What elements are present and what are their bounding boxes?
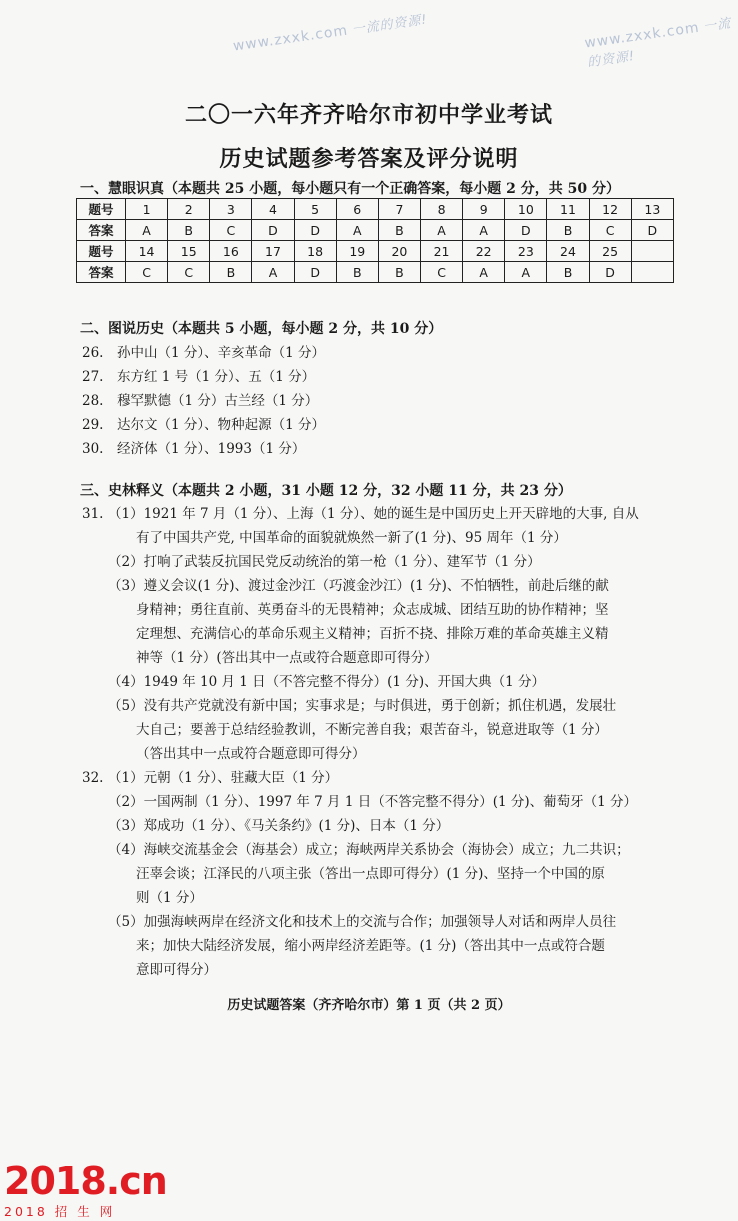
row-label-question: 题号: [77, 241, 126, 262]
question-number: 14: [126, 241, 168, 262]
answer-cell: B: [168, 220, 210, 241]
answer-cell: B: [378, 220, 420, 241]
answer-cell: D: [294, 262, 336, 283]
q31-line: （答出其中一点或符合题意即可得分）: [136, 746, 366, 762]
answer-cell: C: [168, 262, 210, 283]
answer-line-27: 27. 东方红 1 号（1 分）、五（1 分）: [82, 369, 316, 385]
answer-cell: D: [252, 220, 294, 241]
answer-cell: B: [210, 262, 252, 283]
q31-line: （2）打响了武装反抗国民党反动统治的第一枪（1 分）、建军节（1 分）: [108, 554, 541, 570]
question-32-number: 32.: [82, 770, 104, 786]
row-label-answer: 答案: [77, 262, 126, 283]
q31-line: （4）1949 年 10 月 1 日（不答完整不得分）(1 分)、开国大典（1 分）: [108, 674, 545, 690]
watermark-left: [232, 8, 429, 54]
question-number: 19: [336, 241, 378, 262]
answer-line-30: 30. 经济体（1 分）、1993（1 分）: [82, 441, 306, 457]
q31-line: 定理想、充满信心的革命乐观主义精神；百折不挠、排除万难的革命英雄主义精: [136, 626, 609, 642]
answer-cell: D: [294, 220, 336, 241]
q31-line: 身精神；勇往直前、英勇奋斗的无畏精神；众志成城、团结互助的协作精神；坚: [136, 602, 609, 618]
answer-cell: B: [547, 220, 589, 241]
question-number: 2: [168, 199, 210, 220]
answer-cell: C: [420, 262, 462, 283]
question-number: [631, 241, 673, 262]
question-number: 9: [463, 199, 505, 220]
answer-line-26: 26. 孙中山（1 分）、辛亥革命（1 分）: [82, 345, 325, 361]
question-number: 22: [463, 241, 505, 262]
question-number: 11: [547, 199, 589, 220]
watermark-site: www.zxxk.com: [583, 19, 701, 52]
row-label-question: 题号: [77, 199, 126, 220]
answer-cell: B: [378, 262, 420, 283]
table-row: [77, 241, 674, 262]
answer-cell: A: [463, 220, 505, 241]
answer-cell: C: [589, 220, 631, 241]
site-logo: [4, 1159, 167, 1220]
q32-line: 来；加快大陆经济发展，缩小两岸经济差距等。(1 分)（答出其中一点或符合题: [136, 938, 605, 954]
answer-cell: A: [505, 262, 547, 283]
logo-main-text: 2018.cn: [4, 1159, 167, 1203]
q31-line: 有了中国共产党, 中国革命的面貌就焕然一新了(1 分)、95 周年（1 分）: [136, 530, 567, 546]
question-number: 10: [505, 199, 547, 220]
answer-cell: C: [210, 220, 252, 241]
document-subtitle: 历史试题参考答案及评分说明: [219, 146, 519, 172]
question-number: 5: [294, 199, 336, 220]
answer-cell: D: [631, 220, 673, 241]
answer-cell: A: [252, 262, 294, 283]
q32-line: （2）一国两制（1 分）、1997 年 7 月 1 日（不答完整不得分）(1 分)、葡萄牙（1 分）: [108, 794, 638, 810]
document-title: 二〇一六年齐齐哈尔市初中学业考试: [184, 102, 553, 128]
question-number: 7: [378, 199, 420, 220]
table-row: [77, 262, 674, 283]
question-number: 17: [252, 241, 294, 262]
q32-line: （5）加强海峡两岸在经济文化和技术上的交流与合作；加强领导人对话和两岸人员往: [108, 914, 617, 930]
answer-cell: B: [336, 262, 378, 283]
answer-cell: C: [126, 262, 168, 283]
table-row: [77, 199, 674, 220]
table-row: [77, 220, 674, 241]
q31-line: （1）1921 年 7 月（1 分）、上海（1 分）、她的诞生是中国历史上开天辟地的大事, 自从: [108, 506, 639, 522]
question-number: 21: [420, 241, 462, 262]
section3-heading: 三、史林释义（本题共 2 小题，31 小题 12 分，32 小题 11 分，共 23 分）: [80, 483, 572, 499]
q32-line: 则（1 分）: [136, 890, 203, 906]
q32-line: （4）海峡交流基金会（海基会）成立；海峡两岸关系协会（海协会）成立；九二共识；: [108, 842, 630, 858]
answer-cell: A: [126, 220, 168, 241]
answer-line-29: 29. 达尔文（1 分）、物种起源（1 分）: [82, 417, 325, 433]
answer-cell: [631, 262, 673, 283]
watermark-right: [583, 12, 738, 71]
answer-cell: D: [589, 262, 631, 283]
section2-heading: 二、图说历史（本题共 5 小题，每小题 2 分，共 10 分）: [80, 321, 443, 337]
answer-cell: A: [336, 220, 378, 241]
question-number: 15: [168, 241, 210, 262]
question-number: 13: [631, 199, 673, 220]
watermark-slogan: 一流的资源!: [586, 16, 733, 71]
question-number: 23: [505, 241, 547, 262]
answer-line-28: 28. 穆罕默德（1 分）古兰经（1 分）: [82, 393, 319, 409]
question-number: 3: [210, 199, 252, 220]
row-label-answer: 答案: [77, 220, 126, 241]
question-number: 20: [378, 241, 420, 262]
q31-line: （3）遵义会议(1 分)、渡过金沙江（巧渡金沙江）(1 分)、不怕牺牲，前赴后继的献: [108, 578, 609, 594]
logo-sub-text: 2018 招 生 网: [4, 1204, 116, 1219]
answer-cell: D: [505, 220, 547, 241]
question-number: 24: [547, 241, 589, 262]
page-footer: 历史试题答案（齐齐哈尔市）第 1 页（共 2 页）: [227, 998, 511, 1013]
question-number: 8: [420, 199, 462, 220]
q31-line: 大自己；要善于总结经验教训，不断完善自我；艰苦奋斗，锐意进取等（1 分）: [136, 722, 608, 738]
question-number: 16: [210, 241, 252, 262]
question-number: 25: [589, 241, 631, 262]
answer-table: [76, 198, 674, 283]
watermark-slogan: 一流的资源!: [350, 12, 429, 38]
answer-cell: A: [420, 220, 462, 241]
answer-cell: B: [547, 262, 589, 283]
q32-line: （3）郑成功（1 分）、《马关条约》(1 分)、日本（1 分）: [108, 818, 450, 834]
question-number: 6: [336, 199, 378, 220]
q31-line: 神等（1 分）(答出其中一点或符合题意即可得分）: [136, 650, 438, 666]
answer-cell: A: [463, 262, 505, 283]
q32-line: 汪辜会谈；江泽民的八项主张（答出一点即可得分）(1 分)、坚持一个中国的原: [136, 866, 605, 882]
question-number: 4: [252, 199, 294, 220]
question-number: 18: [294, 241, 336, 262]
question-31-number: 31.: [82, 506, 104, 522]
q32-line: 意即可得分）: [136, 962, 217, 978]
watermark-site: www.zxxk.com: [232, 22, 350, 55]
question-number: 12: [589, 199, 631, 220]
section1-heading: 一、慧眼识真（本题共 25 小题，每小题只有一个正确答案，每小题 2 分，共 50 分）: [80, 181, 620, 197]
question-number: 1: [126, 199, 168, 220]
q32-line: （1）元朝（1 分）、驻藏大臣（1 分）: [108, 770, 339, 786]
q31-line: （5）没有共产党就没有新中国；实事求是；与时俱进，勇于创新；抓住机遇，发展壮: [108, 698, 617, 714]
